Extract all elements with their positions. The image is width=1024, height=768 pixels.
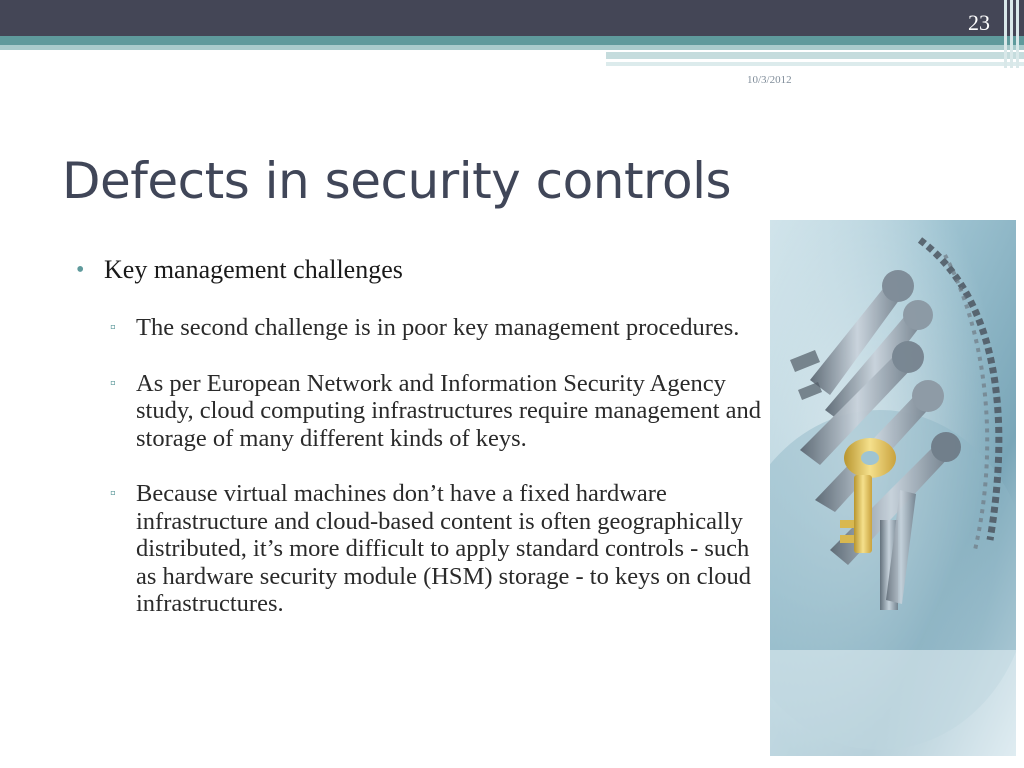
keys-photo-graphic [770, 220, 1016, 756]
slide-body [76, 252, 766, 646]
header-vertical-stripe [1004, 0, 1007, 68]
header-accent-stripe-light [0, 45, 1024, 50]
sub-bullet-marker: ▫ [110, 485, 116, 502]
sub-bullet-text: Because virtual machines don’t have a fixed hardware infrastructure and cloud-based content is often geographically distributed, it’s more difficult to apply standard controls - such as hardware security module (HSM) storage - to keys on cloud infrastructures. [136, 480, 752, 617]
sub-bullet-item [110, 314, 764, 342]
bullet-dot: • [76, 257, 85, 283]
bullet-item [76, 252, 766, 288]
slide-number: 23 [968, 10, 990, 35]
header-accent-line-thin [606, 62, 1024, 66]
header-accent-line [606, 52, 1024, 59]
header-vertical-stripe [1016, 0, 1019, 68]
sub-bullet-item [110, 480, 764, 618]
slide-date: 10/3/2012 [747, 74, 792, 86]
header-accent-stripe [0, 36, 1024, 45]
sub-bullet-marker: ▫ [110, 319, 116, 336]
sub-bullet-item [110, 369, 764, 453]
bullet-text: Key management challenges [104, 255, 403, 284]
slide-title: Defects in security controls [62, 152, 732, 210]
header-bar [0, 0, 1024, 36]
sub-bullet-marker: ▫ [110, 374, 116, 392]
sub-bullet-text: As per European Network and Information Security Agency study, cloud computing infrastructures require management and storage of many different kinds of keys. [136, 369, 762, 452]
header-vertical-stripe [1010, 0, 1013, 68]
keys-and-chain-icon [770, 220, 1016, 756]
sub-bullet-text: The second challenge is in poor key management procedures. [136, 314, 740, 341]
